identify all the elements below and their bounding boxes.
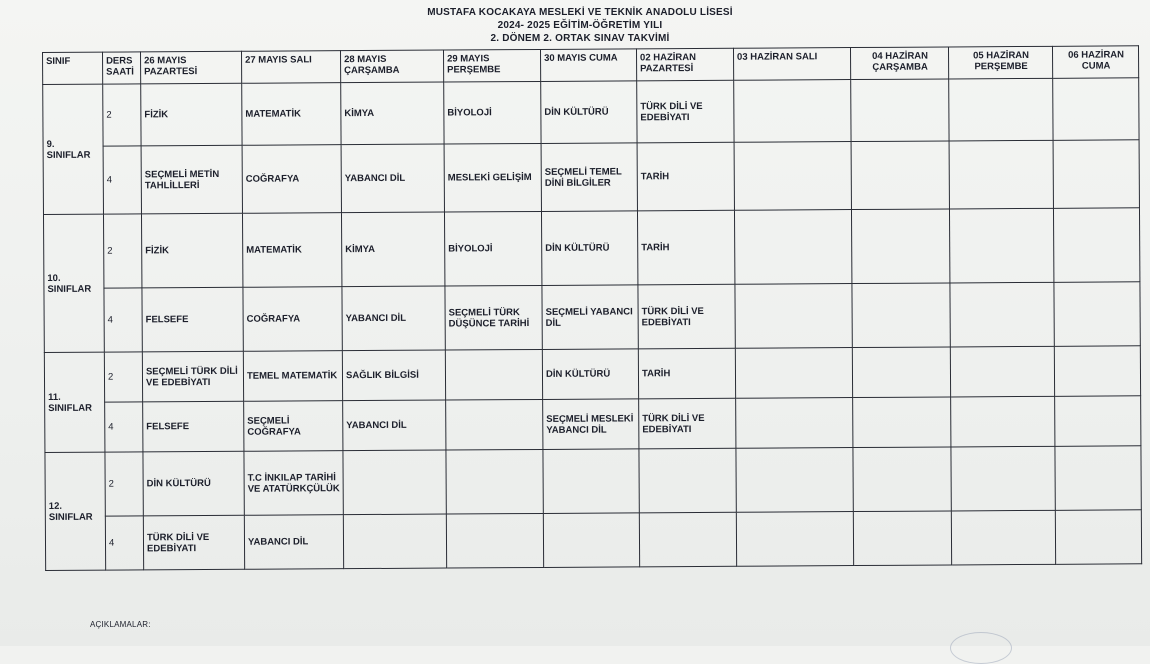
empty-cell [951, 510, 1055, 565]
table-row [44, 346, 1140, 403]
academic-year: 2024- 2025 EĞİTİM-ÖĞRETİM YILI [497, 20, 663, 31]
empty-cell [950, 282, 1054, 347]
exam-cell: SEÇMELİ TEMEL DİNİ BİLGİLER [541, 143, 637, 212]
exam-schedule-table [42, 45, 1142, 571]
empty-cell [446, 513, 543, 568]
exam-cell: SAĞLIK BİLGİSİ [342, 350, 445, 401]
exam-cell: DİN KÜLTÜRÜ [541, 81, 637, 144]
exam-cell: SEÇMELİ COĞRAFYA [244, 401, 343, 452]
empty-cell [1054, 346, 1140, 397]
exam-cell: TARİH [637, 210, 734, 285]
exam-cell: SEÇMELİ MESLEKİ YABANCI DİL [543, 399, 639, 450]
col-header-05-haziran: 05 HAZİRAN PERŞEMBE [948, 46, 1052, 79]
empty-cell [851, 209, 949, 284]
empty-cell [446, 449, 543, 514]
empty-cell [736, 512, 853, 567]
empty-cell [735, 348, 852, 399]
table-row [45, 396, 1141, 453]
col-header-ders-saati: DERS SAATİ [103, 52, 141, 84]
empty-cell [852, 283, 950, 348]
col-header-sinif: SINIF [43, 52, 103, 84]
exam-cell: YABANCI DİL [244, 515, 343, 570]
col-header-06-haziran: 06 HAZİRAN CUMA [1052, 46, 1138, 79]
empty-cell [949, 78, 1053, 141]
table-row [43, 140, 1139, 215]
hours-cell: 4 [103, 146, 141, 214]
empty-cell [950, 346, 1054, 397]
exam-cell: SEÇMELİ METİN TAHLİLLERİ [141, 145, 242, 214]
col-header-02-haziran: 02 HAZİRAN PAZARTESİ [636, 48, 733, 81]
hours-cell: 4 [104, 288, 142, 352]
empty-cell [1053, 78, 1139, 141]
empty-cell [734, 210, 851, 285]
hours-cell: 2 [103, 214, 141, 288]
empty-cell [735, 284, 852, 349]
table-row [44, 282, 1140, 353]
empty-cell [951, 396, 1055, 447]
table-row [43, 78, 1139, 147]
empty-cell [853, 511, 951, 566]
empty-cell [734, 80, 851, 143]
exam-cell: TÜRK DİLİ VE EDEBİYATI [637, 80, 734, 143]
empty-cell [543, 449, 639, 514]
exam-cell: DİN KÜLTÜRÜ [143, 451, 244, 516]
hours-cell: 2 [105, 452, 143, 516]
exam-cell: TÜRK DİLİ VE EDEBİYATI [638, 284, 735, 349]
col-header-03-haziran: 03 HAZİRAN SALI [733, 48, 850, 81]
notes-label: AÇIKLAMALAR: [90, 620, 151, 629]
col-header-28-mayis: 28 MAYIS ÇARŞAMBA [340, 50, 443, 83]
empty-cell [949, 208, 1053, 283]
exam-cell: COĞRAFYA [242, 145, 341, 214]
empty-cell [543, 513, 639, 568]
empty-cell [445, 349, 542, 400]
empty-cell [343, 514, 446, 569]
table-row [45, 446, 1141, 517]
empty-cell [951, 446, 1055, 511]
hours-cell: 4 [105, 402, 143, 452]
stamp-mark [950, 632, 1012, 664]
empty-cell [736, 398, 853, 449]
class-label-9: 9. SINIFLAR [43, 84, 104, 214]
exam-cell: TEMEL MATEMATİK [243, 351, 342, 402]
class-label-11: 11. SINIFLAR [44, 352, 105, 452]
exam-cell: FİZİK [141, 83, 242, 146]
empty-cell [734, 142, 851, 211]
col-header-29-mayis: 29 MAYIS PERŞEMBE [443, 49, 540, 82]
empty-cell [851, 141, 949, 210]
empty-cell [736, 448, 853, 513]
table-row [45, 510, 1141, 571]
exam-cell: SEÇMELİ TÜRK DİLİ VE EDEBİYATI [142, 351, 243, 402]
exam-cell: TARİH [637, 142, 734, 211]
exam-cell: MATEMATİK [242, 83, 341, 146]
exam-cell: MESLEKİ GELİŞİM [444, 143, 541, 212]
exam-cell: KİMYA [341, 82, 444, 145]
exam-cell: BİYOLOJİ [444, 211, 541, 286]
empty-cell [853, 397, 951, 448]
exam-cell: SEÇMELİ YABANCI DİL [542, 285, 638, 350]
exam-cell: COĞRAFYA [243, 287, 342, 352]
hours-cell: 2 [104, 352, 142, 402]
hours-cell: 4 [105, 516, 143, 570]
empty-cell [1053, 140, 1139, 209]
empty-cell [1055, 396, 1141, 447]
col-header-27-mayis: 27 MAYIS SALI [241, 51, 340, 84]
empty-cell [1055, 510, 1141, 565]
empty-cell [1053, 208, 1139, 283]
empty-cell [1054, 282, 1140, 347]
exam-cell: DİN KÜLTÜRÜ [541, 211, 637, 286]
empty-cell [343, 450, 446, 515]
empty-cell [446, 399, 543, 450]
exam-cell: KİMYA [341, 212, 444, 287]
exam-cell: FİZİK [141, 213, 242, 288]
empty-cell [639, 512, 736, 567]
exam-schedule-title: 2. DÖNEM 2. ORTAK SINAV TAKVİMİ [490, 33, 670, 44]
exam-cell: MATEMATİK [242, 213, 341, 288]
col-header-04-haziran: 04 HAZİRAN ÇARŞAMBA [850, 47, 948, 80]
exam-cell: FELSEFE [142, 287, 243, 352]
empty-cell [853, 447, 951, 512]
exam-cell: YABANCI DİL [341, 144, 444, 213]
exam-cell: TÜRK DİLİ VE EDEBİYATI [143, 515, 244, 570]
document-header [0, 6, 1150, 45]
col-header-30-mayis: 30 MAYIS CUMA [540, 49, 636, 82]
exam-cell: BİYOLOJİ [444, 81, 541, 144]
school-name: MUSTAFA KOCAKAYA MESLEKİ VE TEKNİK ANADOLU LİSESİ [427, 7, 733, 18]
exam-cell: FELSEFE [143, 401, 244, 452]
table-row [43, 208, 1139, 289]
exam-cell: YABANCI DİL [343, 400, 446, 451]
exam-cell: TARİH [638, 348, 735, 399]
exam-cell: DİN KÜLTÜRÜ [542, 349, 638, 400]
hours-cell: 2 [103, 84, 141, 146]
exam-cell: YABANCI DİL [342, 286, 445, 351]
empty-cell [949, 140, 1053, 209]
class-label-10: 10. SINIFLAR [43, 214, 104, 352]
empty-cell [1055, 446, 1141, 511]
class-label-12: 12. SINIFLAR [45, 452, 106, 570]
empty-cell [851, 79, 949, 142]
exam-cell: SEÇMELİ TÜRK DÜŞÜNCE TARİHİ [445, 285, 542, 350]
empty-cell [852, 347, 950, 398]
empty-cell [639, 448, 736, 513]
col-header-26-mayis: 26 MAYIS PAZARTESİ [141, 51, 242, 84]
exam-cell: T.C İNKILAP TARİHİ VE ATATÜRKÇÜLÜK [244, 451, 343, 516]
exam-cell: TÜRK DİLİ VE EDEBİYATI [639, 398, 736, 449]
